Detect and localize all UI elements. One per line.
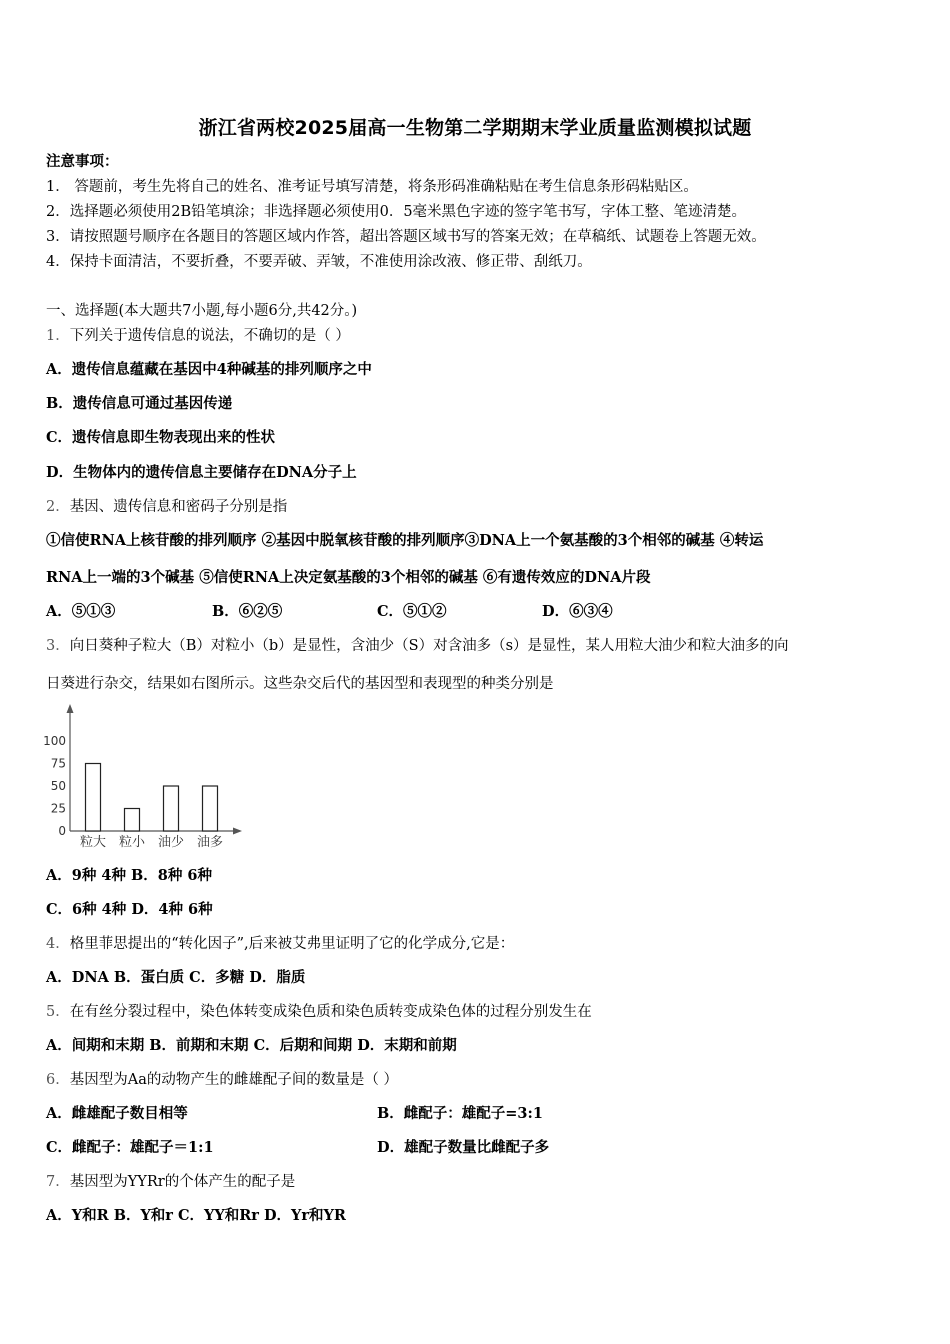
y-axis: [67, 704, 74, 831]
bar-1: [86, 764, 101, 832]
notice-item-4: 4．保持卡面清洁，不要折叠，不要弄破、弄皱，不准使用涂改液、修正带、刮纸刀。: [46, 254, 592, 270]
question-2-stem: [46, 497, 287, 517]
q6-options-row-1: [46, 1104, 543, 1124]
question-4-stem: [46, 934, 514, 954]
section-heading: 一、选择题(本大题共7小题,每小题6分,共42分。): [46, 303, 358, 319]
notice-item-2: 2．选择题必须使用2B铅笔填涂；非选择题必须使用0．5毫米黑色字迹的签字笔书写，字体工整、笔迹清楚。: [46, 204, 747, 220]
question-text: 格里菲思提出的“转化因子”,后来被艾弗里证明了它的化学成分,它是：: [69, 936, 515, 952]
bar-chart: [38, 700, 258, 860]
notice-item-1: 1． 答题前，考生先将自己的姓名、准考证号填写清楚，将条形码准确粘贴在考生信息条形码粘贴区。: [46, 179, 698, 195]
bar-2: [125, 809, 140, 832]
q2-option-d: D．⑥③④: [542, 603, 613, 620]
question-1-stem: [46, 326, 350, 346]
question-number: 3．: [46, 638, 70, 654]
q1-option-d: D．生物体内的遗传信息主要储存在DNA分子上: [46, 464, 357, 481]
question-text: 基因型为Aa的动物产生的雌雄配子间的数量是（ ）: [69, 1072, 398, 1088]
notice-item-3: 3．请按照题号顺序在各题目的答题区域内作答，超出答题区域书写的答案无效；在草稿纸、试题卷上答题无效。: [46, 229, 766, 245]
page-title: 浙江省两校2025届高一生物第二学期期末学业质量监测模拟试题: [198, 117, 752, 139]
notice-heading: 注意事项：: [46, 153, 119, 170]
q4-options-row: A．DNA B．蛋白质 C．多糖 D．脂质: [46, 969, 306, 986]
x-category-label: 油多: [196, 835, 224, 850]
q7-options-row: A．Y和R B．Y和r C．YY和Rr D．Yr和YR: [46, 1207, 346, 1224]
question-3-stem-line-2: 日葵进行杂交，结果如右图所示。这些杂交后代的基因型和表现型的种类分别是: [46, 676, 554, 692]
question-6-stem: [46, 1070, 398, 1090]
x-category-label: 粒小: [118, 835, 146, 850]
question-5-stem: [46, 1002, 592, 1022]
q6-option-d: D．雄配子数量比雌配子多: [377, 1139, 550, 1156]
q1-option-b: B．遗传信息可通过基因传递: [46, 395, 233, 412]
question-number: 6．: [46, 1072, 70, 1088]
y-tick-label: 100: [43, 734, 66, 748]
question-text: 基因、遗传信息和密码子分别是指: [69, 499, 288, 515]
x-category-label: 粒大: [79, 835, 107, 850]
question-number: 5．: [46, 1004, 70, 1020]
question-number: 7．: [46, 1174, 70, 1190]
question-3-stem: [46, 636, 789, 656]
question-text: 基因型为YYRr的个体产生的配子是: [69, 1174, 296, 1190]
q6-option-c: C．雌配子：雄配子＝1:1: [46, 1139, 214, 1156]
q2-detail-line-2: RNA上一端的3个碱基 ⑤信使RNA上决定氨基酸的3个相邻的碱基 ⑥有遗传效应的DNA片段: [46, 569, 651, 586]
q5-options-row: A．间期和末期 B．前期和末期 C．后期和间期 D．末期和前期: [46, 1037, 457, 1054]
q1-option-c: C．遗传信息即生物表现出来的性状: [46, 429, 276, 446]
question-7-stem: [46, 1172, 295, 1192]
bar-3: [164, 786, 179, 831]
question-number: 4．: [46, 936, 70, 952]
y-tick-label: 25: [50, 801, 66, 816]
q2-option-a: A．⑤①③: [46, 603, 116, 620]
question-text: 下列关于遗传信息的说法，不确切的是（ ）: [69, 328, 350, 344]
q6-options-row-2: [46, 1138, 549, 1158]
q2-detail-line-1: ①信使RNA上核苷酸的排列顺序 ②基因中脱氧核苷酸的排列顺序③DNA上一个氨基酸的3个相邻的碱基 ④转运: [46, 532, 764, 549]
y-tick-label: 50: [50, 779, 66, 793]
question-text: 在有丝分裂过程中，染色体转变成染色质和染色质转变成染色体的过程分别发生在: [69, 1004, 592, 1020]
y-tick-label: 0: [58, 824, 66, 838]
question-number: 1．: [46, 328, 70, 344]
q6-option-b: B．雌配子：雄配子=3:1: [377, 1105, 543, 1122]
q1-option-a: A．遗传信息蕴藏在基因中4种碱基的排列顺序之中: [46, 361, 372, 378]
q3-options-row-1: A．9种 4种 B．8种 6种: [46, 867, 213, 884]
question-number: 2．: [46, 499, 70, 515]
question-text: 向日葵种子粒大（B）对粒小（b）是显性，含油少（S）对含油多（s）是显性，某人用粒大油少和粒大油多的向: [69, 638, 789, 654]
q2-options: [46, 602, 613, 622]
bar-4: [203, 786, 218, 831]
x-category-label: 油少: [157, 835, 185, 850]
q3-options-row-2: C．6种 4种 D．4种 6种: [46, 901, 213, 918]
y-tick-label: 75: [50, 756, 66, 771]
q6-option-a: A．雌雄配子数目相等: [46, 1105, 188, 1122]
q2-option-c: C．⑤①②: [377, 603, 447, 620]
q2-option-b: B．⑥②⑤: [212, 603, 283, 620]
